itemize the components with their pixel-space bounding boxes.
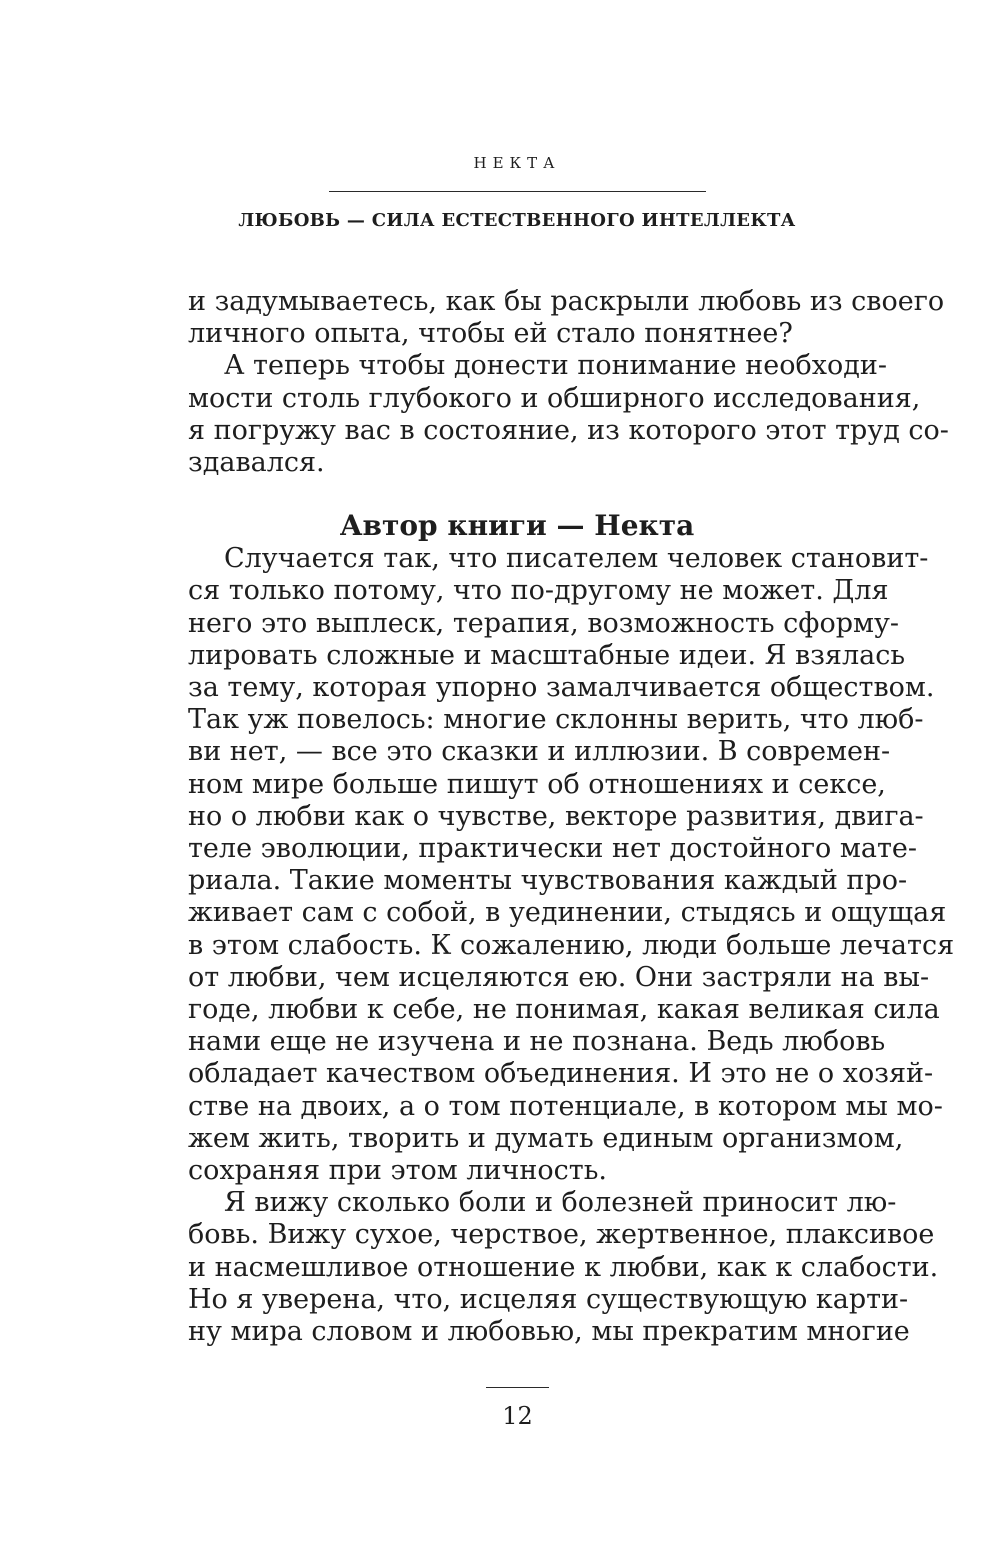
text-line: в этом слабость. К сожалению, люди больше лечатся <box>188 929 955 961</box>
text-line: и насмешливое отношение к любви, как к слабости. <box>188 1251 939 1283</box>
text-line: Случается так, что писателем человек становит- <box>224 543 929 575</box>
text-line: А теперь чтобы донести понимание необходи- <box>224 350 887 382</box>
text-line: годе, любви к себе, не понимая, какая великая сила <box>188 994 940 1026</box>
footer-divider <box>486 1387 549 1388</box>
text-line: ну мира словом и любовью, мы прекратим многие <box>188 1316 910 1348</box>
text-line: жем жить, творить и думать единым организмом, <box>188 1122 904 1154</box>
page-number: 12 <box>502 1402 533 1430</box>
text-line: но о любви как о чувстве, векторе развития, двига- <box>188 800 924 832</box>
text-line: здавался. <box>188 447 325 479</box>
section-heading: Автор книги — Некта <box>339 509 695 543</box>
text-line: от любви, чем исцеляются ею. Они застряли на вы- <box>188 961 930 993</box>
text-line: личного опыта, чтобы ей стало понятнее? <box>188 318 793 350</box>
text-line: обладает качеством объединения. И это не о хозяй- <box>188 1058 934 1090</box>
page-body <box>188 286 955 1348</box>
text-line: ви нет, — все это сказки и иллюзии. В современ- <box>188 736 891 768</box>
text-line: теле эволюции, практически нет достойного мате- <box>188 833 918 865</box>
text-line: бовь. Вижу сухое, черствое, жертвенное, плаксивое <box>188 1219 935 1251</box>
text-line: за тему, которая упорно замалчивается обществом. <box>188 672 935 704</box>
text-line: лировать сложные и масштабные идеи. Я взялась <box>188 639 906 671</box>
running-header-author: НЕКТА <box>473 154 561 172</box>
text-line: Но я уверена, что, исцеляя существующую карти- <box>188 1283 909 1315</box>
text-line: нами еще не изучена и не познана. Ведь любовь <box>188 1026 886 1058</box>
text-line: сохраняя при этом личность. <box>188 1155 607 1187</box>
text-line: Так уж повелось: многие склонны верить, что люб- <box>188 704 924 736</box>
text-line: него это выплеск, терапия, возможность сформу- <box>188 607 899 639</box>
text-line: Я вижу сколько боли и болезней приносит лю- <box>224 1187 897 1219</box>
text-line: я погружу вас в состояние, из которого этот труд со- <box>188 414 949 446</box>
text-line: ся только потому, что по-другому не может. Для <box>188 575 889 607</box>
text-line: стве на двоих, а о том потенциале, в котором мы мо- <box>188 1090 943 1122</box>
text-line: живает сам с собой, в уединении, стыдясь и ощущая <box>188 897 947 929</box>
text-line: мости столь глубокого и обширного исследования, <box>188 382 921 414</box>
text-line: ном мире больше пишут об отношениях и сексе, <box>188 768 886 800</box>
header-divider <box>329 191 706 192</box>
running-header-title: ЛЮБОВЬ — СИЛА ЕСТЕСТВЕННОГО ИНТЕЛЛЕКТА <box>238 210 796 231</box>
text-line: и задумываетесь, как бы раскрыли любовь из своего <box>188 286 945 317</box>
text-line: риала. Такие моменты чувствования каждый про- <box>188 865 908 897</box>
